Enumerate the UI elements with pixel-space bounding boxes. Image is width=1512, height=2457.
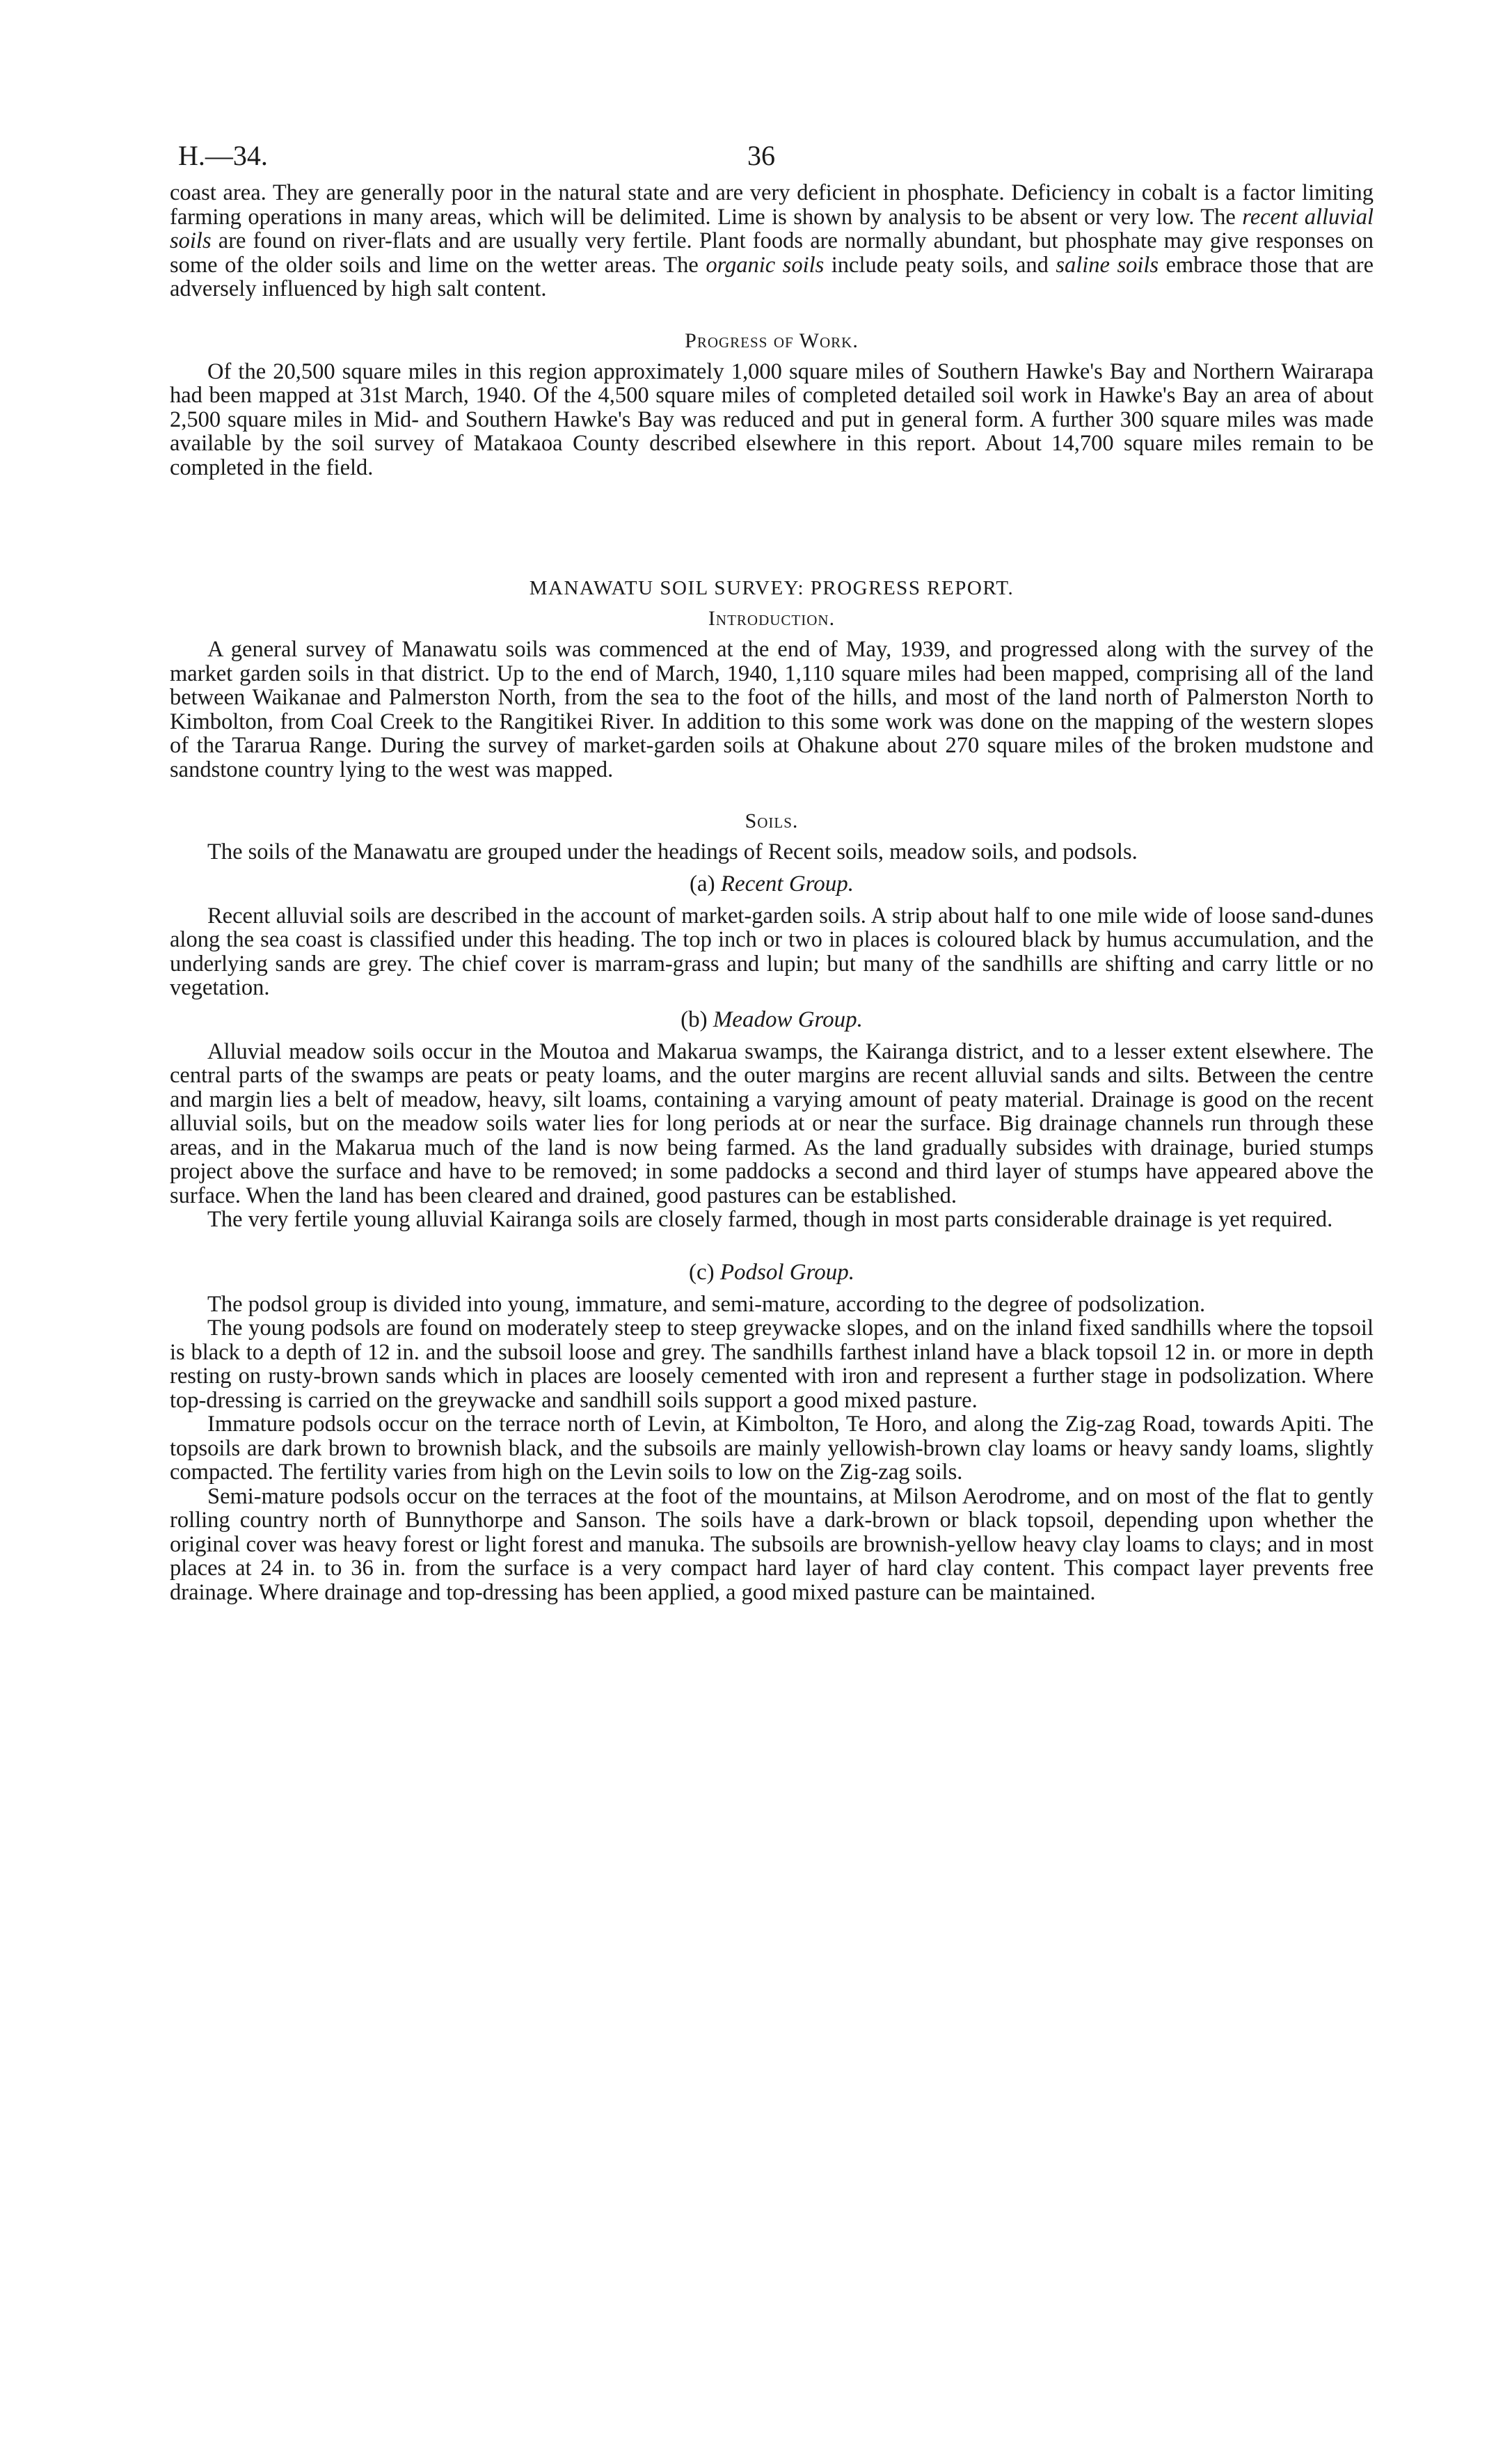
progress-paragraph: Of the 20,500 square miles in this region approximately 1,000 square miles of Southern Hawke's Bay and Northern Wairarapa had been mapped at 31st March, 1940. Of the 4,500 square miles of completed detailed soil work in Hawke's Bay an area of about 2,500 square miles in Mid- and Southern Hawke's Bay was reduced and put in general form. A further 300 square miles was made available by the soil survey of Matakaoa County described elsewhere in this report. About 14,700 square miles remain to be completed in the field. — [170, 358, 1374, 480]
meadow-group-paragraph: The very fertile young alluvial Kairanga soils are closely farmed, though in most parts considerable drainage is yet required. — [207, 1207, 1333, 1232]
document-page — [170, 139, 1374, 1604]
page-header — [170, 139, 1374, 181]
soils-paragraph: The soils of the Manawatu are grouped under the headings of Recent soils, meadow soils, and podsols. — [207, 839, 1138, 864]
podsol-group-paragraph: Semi-mature podsols occur on the terraces at the foot of the mountains, at Milson Aerodrome, and on most of the flat to gently rolling country north of Bunnythorpe and Sanson. The soils have a dark-brown or black topsoil, depending upon whether the original cover was heavy forest or light forest and manuka. The subsoils are brownish-yellow heavy clay loams to clays; and in most places at 24 in. to 36 in. from the surface is a very compact hard layer of hard clay content. This compact layer prevents free drainage. Where drainage and top-dressing has been applied, a good mixed pasture can be maintained. — [170, 1483, 1374, 1605]
podsol-group-paragraph: Immature podsols occur on the terrace north of Levin, at Kimbolton, Te Horo, and along the Zig-zag Road, towards Apiti. The topsoils are dark brown to brownish black, and the subsoils are mainly yellowish-brown clay loams or heavy sandy loams, slightly compacted. The fertility varies from high on the Levin soils to low on the Zig-zag soils. — [170, 1412, 1374, 1485]
podsol-group-paragraph: The young podsols are found on moderately steep to steep greywacke slopes, and on the inland fixed sandhills where the topsoil is black to a depth of 12 in. and the subsoil loose and grey. The sandhills farthest inland have a black topsoil 12 in. or more in depth resting on rusty-brown sands which in places are loosely cemented with iron and represent a further stage in podsolization. Where top-dressing is carried on the greywacke and sandhill soils support a good mixed pasture. — [170, 1316, 1374, 1413]
podsol-group-heading: (c) Podsol Group. — [688, 1259, 854, 1285]
recent-group-paragraph: Recent alluvial soils are described in the account of market-garden soils. A strip about half to one mile wide of loose sand-dunes along the sea coast is classified under this heading. The top inch or two in places is coloured black by humus accumulation, and the underlying sands are grey. The chief cover is marram-grass and lupin; but many of the sandhills are shifting and carry little or no vegetation. — [170, 903, 1374, 1000]
introduction-heading: Introduction. — [708, 607, 836, 630]
recent-group-heading: (a) Recent Group. — [689, 871, 854, 896]
introduction-paragraph: A general survey of Manawatu soils was commenced at the end of May, 1939, and progressed along with the survey of the market garden soils in that district. Up to the end of March, 1940, 1,110 square miles had been mapped, comprising all of the land between Waikanae and Palmerston North, from the sea to the foot of the hills, and most of the land north of Palmerston North to Kimbolton, from Coal Creek to the Rangitikei River. In addition to this some work was done on the mapping of the western slopes of the Tararua Range. During the survey of market-garden soils at Ohakune about 270 square miles of the broken mudstone and sandstone country lying to the west was mapped. — [170, 637, 1374, 782]
continuation-paragraph: coast area. They are generally poor in the natural state and are very deficient in phosphate. Deficiency in cobalt is a factor limiting farming operations in many areas, which will be delimited. Lime is shown by analysis to be absent or very low. The recent alluvial soils are found on river-flats and are usually very fertile. Plant foods are normally abundant, but phosphate may give responses on some of the older soils and lime on the wetter areas. The organic soils include peaty soils, and saline soils embrace those that are adversely influenced by high salt content. — [170, 180, 1374, 301]
meadow-group-heading: (b) Meadow Group. — [681, 1006, 863, 1032]
soils-heading: Soils. — [745, 809, 799, 832]
meadow-group-paragraph: Alluvial meadow soils occur in the Moutoa and Makarua swamps, the Kairanga district, and to a lesser extent elsewhere. The central parts of the swamps are peats or peaty loams, and the outer margins are recent alluvial sands and silts. Between the centre and margin lies a belt of meadow, heavy, silt loams, containing a varying amount of peaty material. Drainage is good on the recent alluvial soils, but on the meadow soils water lies for long periods at or near the surface. Big drainage channels run through these areas, and in the Makarua much of the land is now being farmed. As the land gradually subsides with drainage, buried stumps project above the surface and have to be removed; in some paddocks a second and third layer of stumps have appeared above the surface. When the land has been cleared and drained, good pastures can be established. — [170, 1038, 1374, 1208]
podsol-group-paragraph: The podsol group is divided into young, immature, and semi-mature, according to the degree of podsolization. — [207, 1291, 1206, 1317]
progress-heading: Progress of Work. — [685, 329, 859, 352]
page-number: 36 — [747, 140, 775, 171]
document-reference: H.—34. — [178, 140, 268, 171]
manawatu-title: MANAWATU SOIL SURVEY: PROGRESS REPORT. — [529, 577, 1014, 599]
